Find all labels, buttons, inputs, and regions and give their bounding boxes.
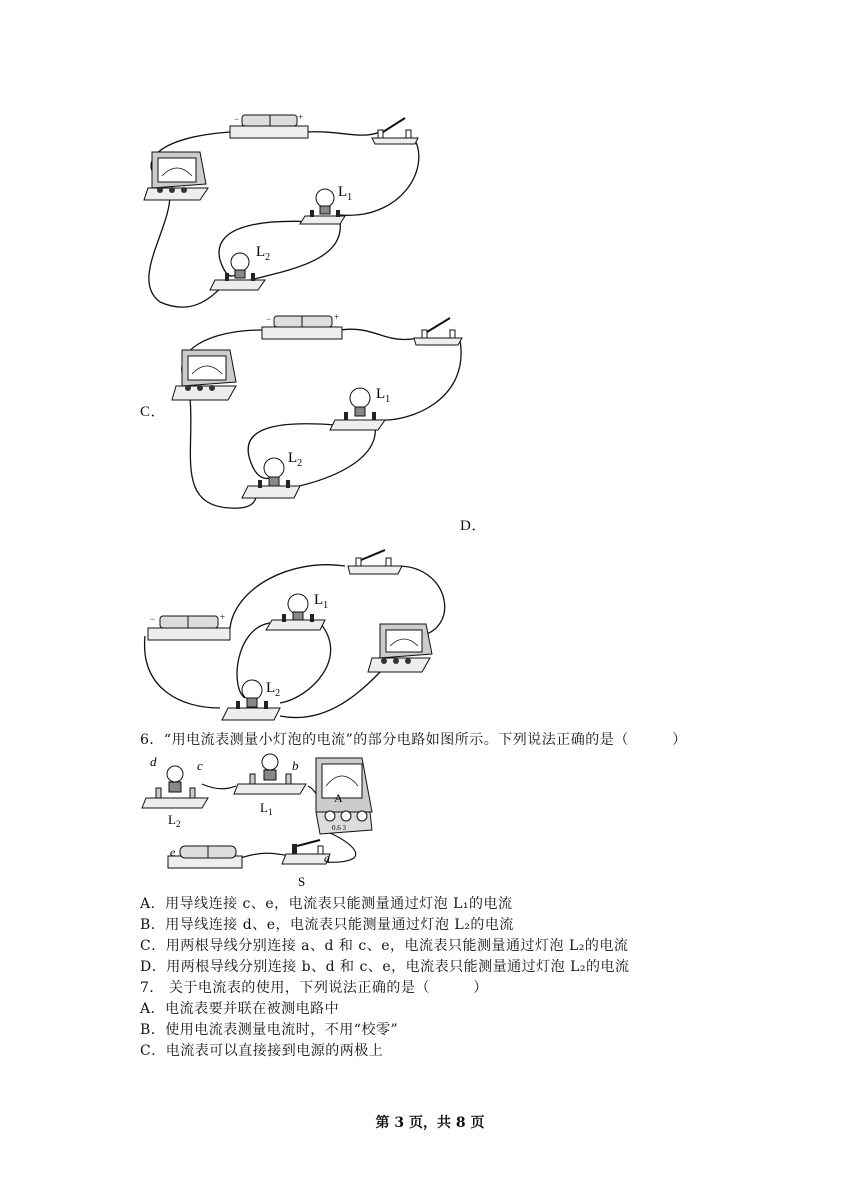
ammeter-icon	[368, 624, 432, 672]
svg-text:A: A	[334, 791, 343, 805]
ammeter-icon	[144, 152, 208, 200]
svg-text:d: d	[150, 754, 157, 769]
label-l2: $L_2$	[256, 244, 271, 263]
circuit-figure-b	[130, 110, 440, 310]
svg-text:+: +	[220, 612, 226, 622]
switch-icon	[282, 840, 330, 864]
svg-text:a: a	[324, 851, 330, 865]
svg-text:0.6 3: 0.6 3	[332, 824, 346, 832]
svg-text:−: −	[234, 114, 240, 124]
label-l1: $L_1$	[338, 184, 353, 203]
svg-text:+: +	[298, 112, 304, 122]
svg-text:b: b	[292, 758, 299, 773]
svg-text:c: c	[197, 758, 203, 773]
svg-text:S: S	[298, 874, 306, 889]
question-6-option-d: D．用两根导线分别连接 b、d 和 c、e，电流表只能测量通过灯泡 L₂的电流	[140, 959, 630, 975]
question-7-stem: 7． 关于电流表的使用，下列说法正确的是（ ）	[140, 980, 488, 996]
circuit-figure-c	[170, 310, 480, 510]
circuit-figure-d	[140, 548, 460, 728]
option-c-label: C．	[140, 404, 167, 420]
switch-icon	[348, 550, 402, 574]
switch-icon	[372, 118, 418, 144]
svg-text:L2: $L_2$	[168, 812, 181, 829]
question-7-option-b: B．使用电流表测量电流时，不用“校零”	[140, 1022, 399, 1038]
label-l1: $L_1$	[376, 386, 391, 405]
label-l2: $L_2$	[288, 450, 303, 469]
question-6-option-b: B．用导线连接 d、e，电流表只能测量通过灯泡 L₂的电流	[140, 917, 514, 933]
option-d-label: D．	[460, 518, 487, 534]
svg-text:+: +	[334, 312, 340, 322]
question-6-stem: 6．“用电流表测量小灯泡的电流”的部分电路如图所示。下列说法正确的是（ ）	[140, 732, 687, 748]
question-6-option-c: C．用两根导线分别连接 a、d 和 c、e，电流表只能测量通过灯泡 L₂的电流	[140, 938, 629, 954]
label-l2: $L_2$	[266, 680, 281, 699]
battery-icon	[262, 312, 342, 339]
svg-text:L1: $L_1$	[260, 800, 273, 817]
page-footer: 第 3 页，共 8 页	[375, 1115, 485, 1131]
question-6-figure	[140, 752, 380, 890]
battery-icon	[148, 612, 230, 640]
battery-icon	[230, 112, 308, 138]
svg-text:−: −	[150, 614, 156, 624]
svg-text:−: −	[266, 314, 272, 324]
label-l1: $L_1$	[314, 592, 329, 611]
question-7-option-a: A．电流表要并联在被测电路中	[140, 1001, 340, 1017]
ammeter-icon	[316, 758, 372, 834]
question-7-option-c: C．电流表可以直接接到电源的两极上	[140, 1043, 384, 1059]
svg-text:e: e	[170, 845, 176, 859]
question-6-option-a: A．用导线连接 c、e，电流表只能测量通过灯泡 L₁的电流	[140, 896, 513, 912]
switch-icon	[414, 318, 462, 345]
ammeter-icon	[172, 350, 236, 400]
battery-icon	[168, 846, 242, 868]
